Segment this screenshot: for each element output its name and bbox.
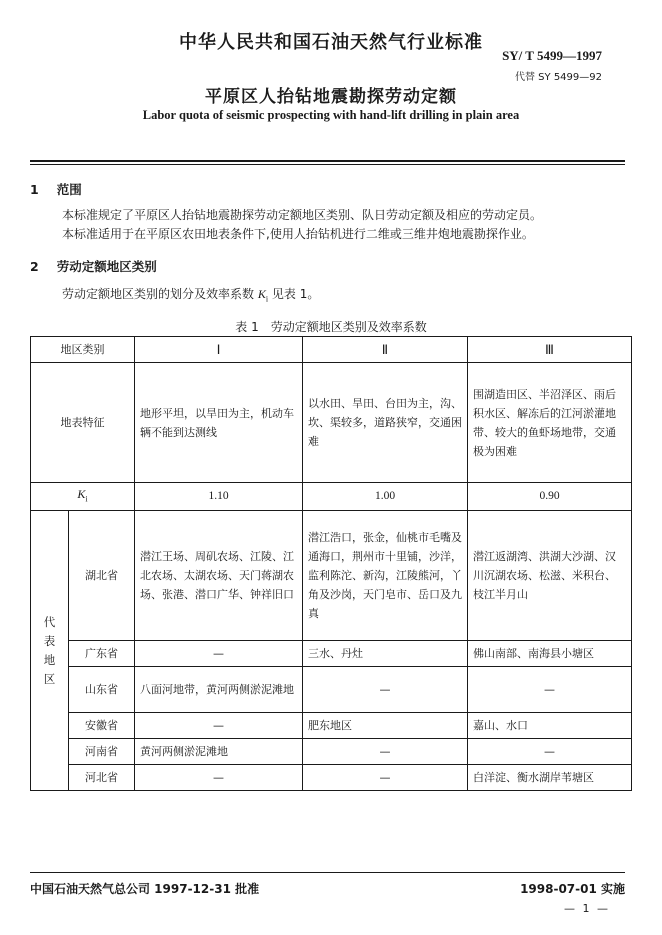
surface-label: 地表特征 (31, 363, 135, 483)
province-name: 湖北省 (69, 511, 135, 641)
page-number: — 1 — (564, 902, 610, 915)
province-cell: 白洋淀、衡水湖岸苇塘区 (468, 765, 632, 791)
province-cell: 八面河地带，黄河两侧淤泥滩地 (135, 667, 303, 713)
province-name: 山东省 (69, 667, 135, 713)
k-value: 0.90 (468, 483, 632, 511)
province-cell: 三水、丹灶 (303, 641, 468, 667)
section-number: 2 (30, 259, 39, 274)
province-cell: — (135, 765, 303, 791)
header-rule-thin (30, 164, 625, 165)
province-cell: — (468, 739, 632, 765)
section-2-heading (30, 257, 157, 275)
province-cell: — (303, 739, 468, 765)
province-row (31, 641, 632, 667)
province-cell: 潜江浩口，张金，仙桃市毛嘴及通海口，荆州市十里铺，沙洋，监利陈沱、新沟，江陵熊河，丫角及沙岗，天门皂市、岳口及九真 (303, 511, 468, 641)
effective-date: 1998-07-01 实施 (520, 882, 625, 896)
header-rule (30, 160, 625, 162)
province-name: 广东省 (69, 641, 135, 667)
k-symbol: $K_i$ (257, 287, 269, 304)
category-ii: Ⅱ (303, 337, 468, 363)
k-label: $K_i$ (31, 483, 135, 511)
document-title-en: Labor quota of seismic prospecting with hand-lift drilling in plain area (142, 108, 520, 122)
replaces-code: 代替 SY 5499—92 (515, 72, 602, 83)
province-name: 河北省 (69, 765, 135, 791)
k-row (31, 483, 632, 511)
province-row (31, 667, 632, 713)
province-row (31, 765, 632, 791)
surface-row (31, 363, 632, 483)
quota-table (30, 336, 632, 791)
province-row (31, 739, 632, 765)
k-value: 1.00 (303, 483, 468, 511)
section-number: 1 (30, 182, 39, 197)
province-cell: 嘉山、水口 (468, 713, 632, 739)
province-name: 河南省 (69, 739, 135, 765)
province-cell: 肥东地区 (303, 713, 468, 739)
footer-rule (30, 872, 625, 873)
province-cell: — (135, 713, 303, 739)
province-name: 安徽省 (69, 713, 135, 739)
province-cell: 佛山南部、南海县小塘区 (468, 641, 632, 667)
section-heading-text: 劳动定额地区类别 (56, 259, 157, 274)
province-cell: — (135, 641, 303, 667)
province-row (31, 713, 632, 739)
surface-cell: 围湖造田区、半沼泽区、雨后积水区、解冻后的江河淤灌地带、较大的鱼虾场地带，交通极为困难 (468, 363, 632, 483)
section-heading-text: 范围 (56, 182, 82, 197)
province-cell: 潜江王场、周矶农场、江陵、江北农场、太湖农场、天门蒋湖农场、张港、潜口广华、钟祥旧口 (135, 511, 303, 641)
document-title-cn: 平原区人抬钻地震勘探劳动定额 (205, 87, 457, 107)
section-2-paragraph (62, 285, 319, 303)
category-i: Ⅰ (135, 337, 303, 363)
province-cell: 黄河两侧淤泥滩地 (135, 739, 303, 765)
section-1-paragraph-1: 本标准规定了平原区人抬钻地震勘探劳动定额地区类别、队日劳动定额及相应的劳动定员。 (62, 208, 543, 222)
table-caption: 表 1 劳动定额地区类别及效率系数 (235, 320, 427, 334)
surface-cell: 地形平坦，以旱田为主，机动车辆不能到达测线 (135, 363, 303, 483)
province-cell: — (303, 765, 468, 791)
province-row (31, 511, 632, 641)
province-cell: — (303, 667, 468, 713)
province-cell: — (468, 667, 632, 713)
paragraph-text-tail: 见表 1。 (271, 287, 320, 301)
category-iii: Ⅲ (468, 337, 632, 363)
k-value: 1.10 (135, 483, 303, 511)
header-label: 地区类别 (31, 337, 135, 363)
section-1-heading (30, 180, 82, 198)
surface-cell: 以水田、旱田、台田为主，沟、坎、渠较多，道路狭窄，交通困难 (303, 363, 468, 483)
approval-date: 中国石油天然气总公司 1997-12-31 批准 (30, 882, 260, 896)
group-label: 代 表 地 区 (31, 511, 69, 791)
section-1-paragraph-2: 本标准适用于在平原区农田地表条件下,使用人抬钻机进行二维或三维井炮地震勘探作业。 (62, 227, 534, 241)
national-standard-title: 中华人民共和国石油天然气行业标准 (179, 32, 483, 53)
standard-code: SY/ T 5499—1997 (502, 48, 602, 63)
paragraph-text: 劳动定额地区类别的划分及效率系数 (62, 287, 255, 301)
province-cell: 潜江返湖湾、洪湖大沙湖、汉川沉湖农场、松滋、米积台、枝江半月山 (468, 511, 632, 641)
table-header-row (31, 337, 632, 363)
